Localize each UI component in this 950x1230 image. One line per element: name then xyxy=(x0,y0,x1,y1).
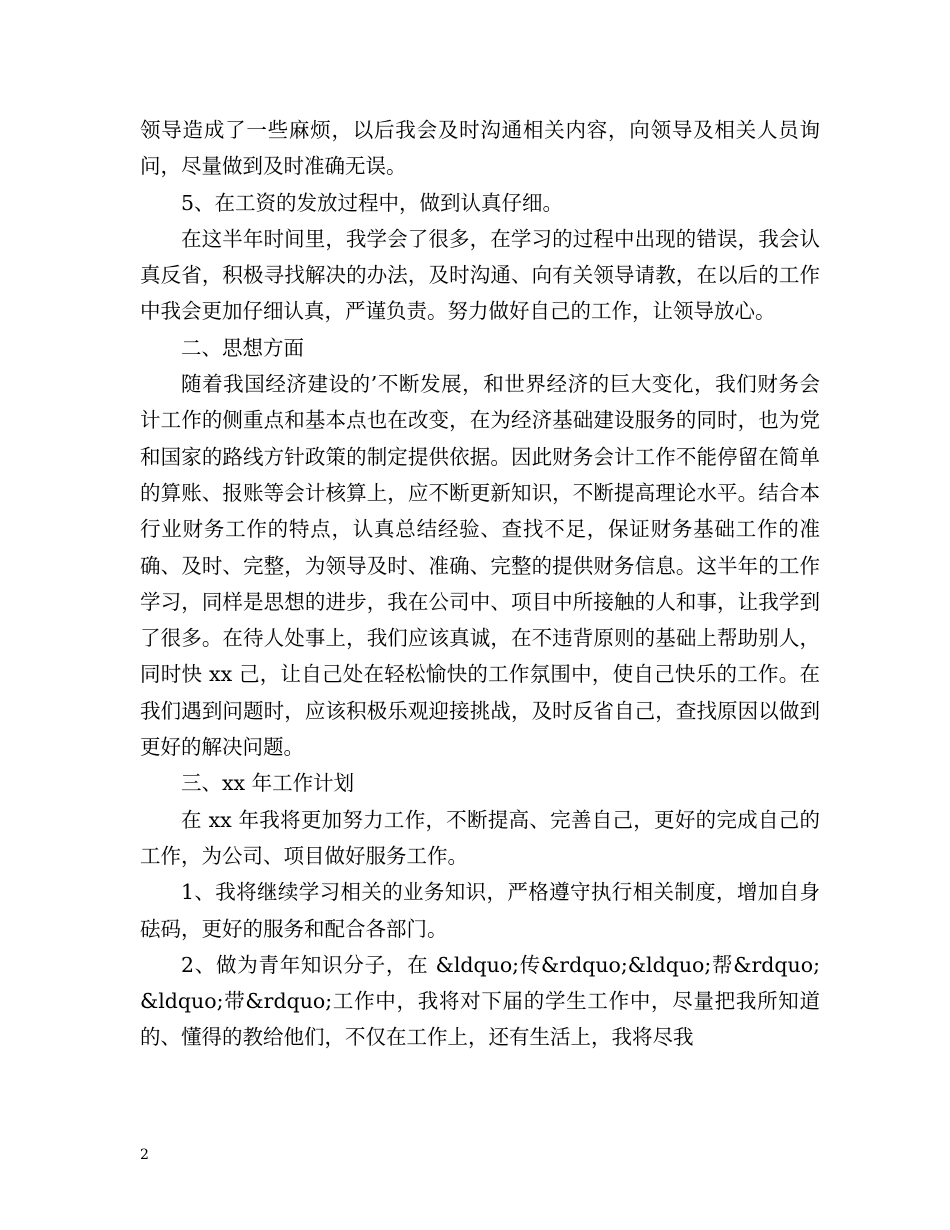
paragraph-half-year-summary: 在这半年时间里，我学会了很多，在学习的过程中出现的错误，我会认真反省，积极寻找解决的办法，及时沟通、向有关领导请教，在以后的工作中我会更加仔细认真，严谨负责。努力做好自己的工作，让领导放心。 xyxy=(140,226,820,324)
paragraph-continuation: 领导造成了一些麻烦，以后我会及时沟通相关内容，向领导及相关人员询问，尽量做到及时准确无误。 xyxy=(140,118,820,179)
document-body xyxy=(140,112,820,1056)
section-heading-thinking: 二、思想方面 xyxy=(181,335,304,360)
paragraph-item-5: 5、在工资的发放过程中，做到认真仔细。 xyxy=(181,190,564,215)
paragraph-plan-item-2: 2、做为青年知识分子，在 &ldquo;传&rdquo;&ldquo;帮&rdquo;&ldquo;带&rdquo;工作中，我将对下届的学生工作中，尽量把我所知道的、懂得的教给他们，不仅在工作上，还有生活上，我将尽我 xyxy=(140,952,820,1050)
paragraph-thinking: 随着我国经济建设的’不断发展，和世界经济的巨大变化，我们财务会计工作的侧重点和基本点也在改变，在为经济基础建设服务的同时，也为党和国家的路线方针政策的制定提供依据。因此财务会计工作不能停留在简单的算账、报账等会计核算上，应不断更新知识，不断提高理论水平。结合本行业财务工作的特点，认真总结经验、查找不足，保证财务基础工作的准确、及时、完整，为领导及时、准确、完整的提供财务信息。这半年的工作学习，同样是思想的进步，我在公司中、项目中所接触的人和事，让我学到了很多。在待人处事上，我们应该真诚，在不违背原则的基础上帮助别人，同时快 xx 己，让自己处在轻松愉快的工作氛围中，使自己快乐的工作。在我们遇到问题时，应该积极乐观迎接挑战，及时反省自己，查找原因以做到更好的解决问题。 xyxy=(140,372,820,760)
page-number: 2 xyxy=(140,1147,149,1163)
paragraph-work-plan-intro: 在 xx 年我将更加努力工作，不断提高、完善自己，更好的完成自己的工作，为公司、项目做好服务工作。 xyxy=(140,807,820,868)
section-heading-work-plan: 三、xx 年工作计划 xyxy=(181,771,355,796)
paragraph-plan-item-1: 1、我将继续学习相关的业务知识，严格遵守执行相关制度，增加自身砝码，更好的服务和配合各部门。 xyxy=(140,880,820,941)
